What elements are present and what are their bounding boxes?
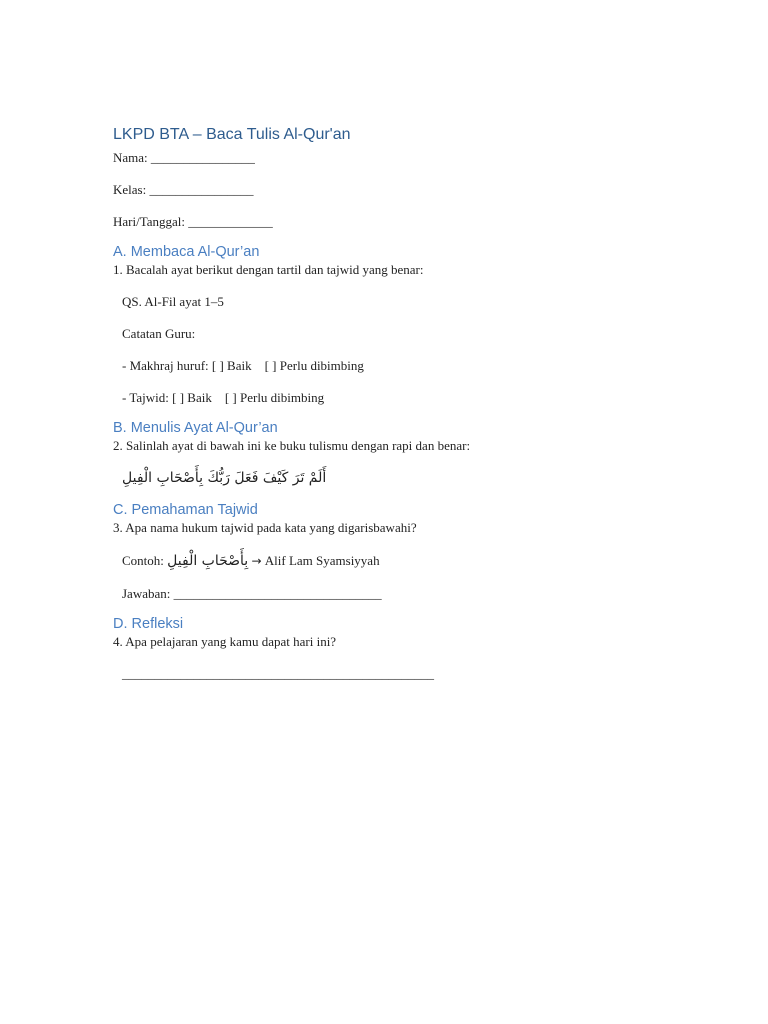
question-4: 4. Apa pelajaran yang kamu dapat hari ini?: [113, 634, 337, 649]
example-line: [113, 552, 673, 570]
section-d-heading: D. Refleksi: [113, 616, 184, 632]
section-a-heading: A. Membaca Al-Qur’an: [113, 244, 260, 260]
document-title: LKPD BTA – Baca Tulis Al-Qur'an: [113, 126, 351, 143]
answer-field-3: Jawaban: ________________________________: [122, 586, 382, 601]
makhraj-checklist: - Makhraj huruf: [ ] Baik [ ] Perlu dibimbing: [122, 358, 364, 373]
answer-line-4: ________________________________________________: [122, 666, 434, 681]
tajwid-checklist: - Tajwid: [ ] Baik [ ] Perlu dibimbing: [122, 390, 325, 405]
verse-arabic: أَلَمْ تَرَ كَيْفَ فَعَلَ رَبُّكَ بِأَصْحَابِ الْفِيلِ: [122, 470, 327, 486]
class-field: Kelas: ________________: [113, 182, 254, 197]
name-field: Nama: ________________: [113, 150, 255, 165]
question-3: 3. Apa nama hukum tajwid pada kata yang digarisbawahi?: [113, 520, 417, 535]
question-1: 1. Bacalah ayat berikut dengan tartil dan tajwid yang benar:: [113, 262, 424, 277]
date-field: Hari/Tanggal: _____________: [113, 214, 273, 229]
arrow-icon: →: [251, 554, 262, 568]
example-answer: Alif Lam Syamsiyyah: [264, 553, 380, 568]
section-c-heading: C. Pemahaman Tajwid: [113, 502, 258, 518]
worksheet: [113, 124, 673, 682]
verse-line: [113, 466, 673, 488]
example-label: Contoh:: [122, 553, 164, 568]
teacher-notes-label: Catatan Guru:: [122, 326, 196, 341]
section-b-heading: B. Menulis Ayat Al-Qur’an: [113, 420, 278, 436]
question-2: 2. Salinlah ayat di bawah ini ke buku tulismu dengan rapi dan benar:: [113, 438, 471, 453]
example-arabic: بِأَصْحَابِ الْفِيلِ: [167, 553, 249, 569]
surah-reference: QS. Al-Fil ayat 1–5: [122, 294, 224, 309]
